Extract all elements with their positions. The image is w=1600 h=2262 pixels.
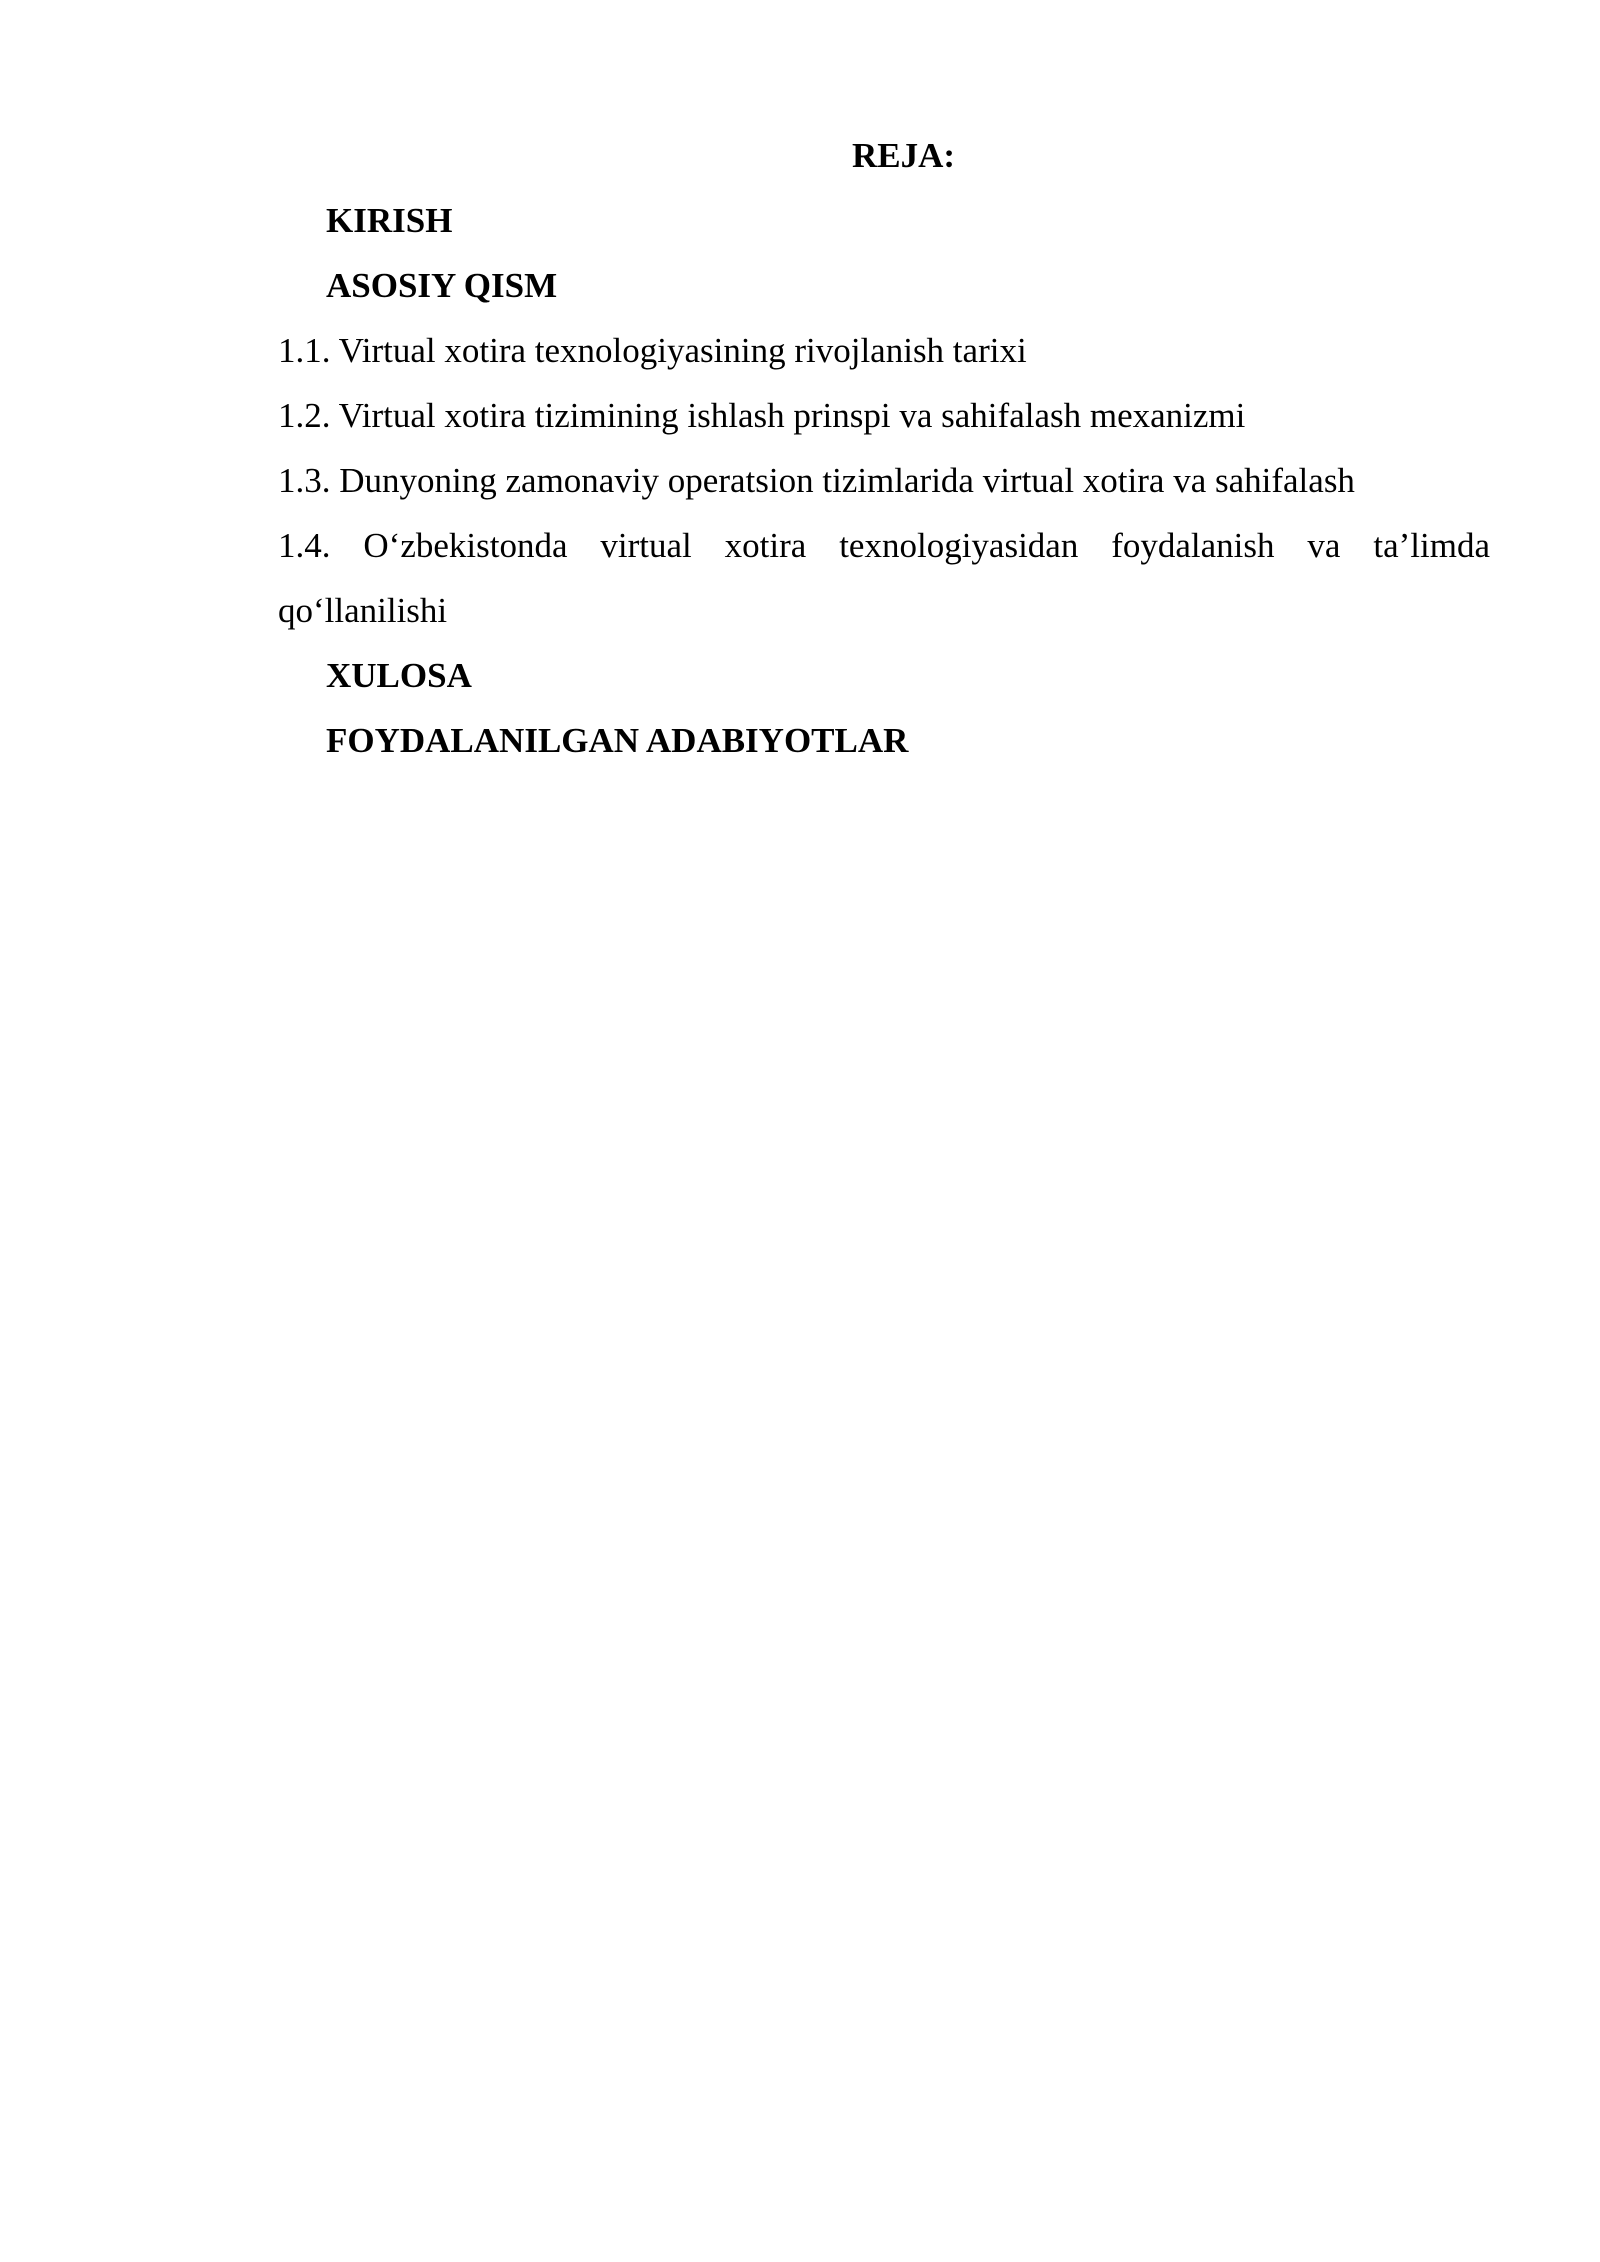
plan-item-1-3: 1.3. Dunyoning zamonaviy operatsion tizimlarida virtual xotira va sahifalash — [278, 461, 1355, 500]
plan-item-1-2: 1.2. Virtual xotira tizimining ishlash prinspi va sahifalash mexanizmi — [278, 396, 1246, 435]
section-intro: KIRISH — [326, 201, 453, 240]
plan-item-1-4-continuation: qo‘llanilishi — [278, 591, 448, 630]
plan-item-1-4: 1.4. O‘zbekistonda virtual xotira texnologiyasidan foydalanish va ta’limda — [278, 526, 1490, 565]
section-main-part: ASOSIY QISM — [326, 266, 558, 305]
section-conclusion: XULOSA — [326, 656, 472, 695]
plan-title: REJA: — [852, 136, 956, 175]
section-references: FOYDALANILGAN ADABIYOTLAR — [326, 721, 909, 760]
plan-item-1-1: 1.1. Virtual xotira texnologiyasining rivojlanish tarixi — [278, 331, 1027, 370]
